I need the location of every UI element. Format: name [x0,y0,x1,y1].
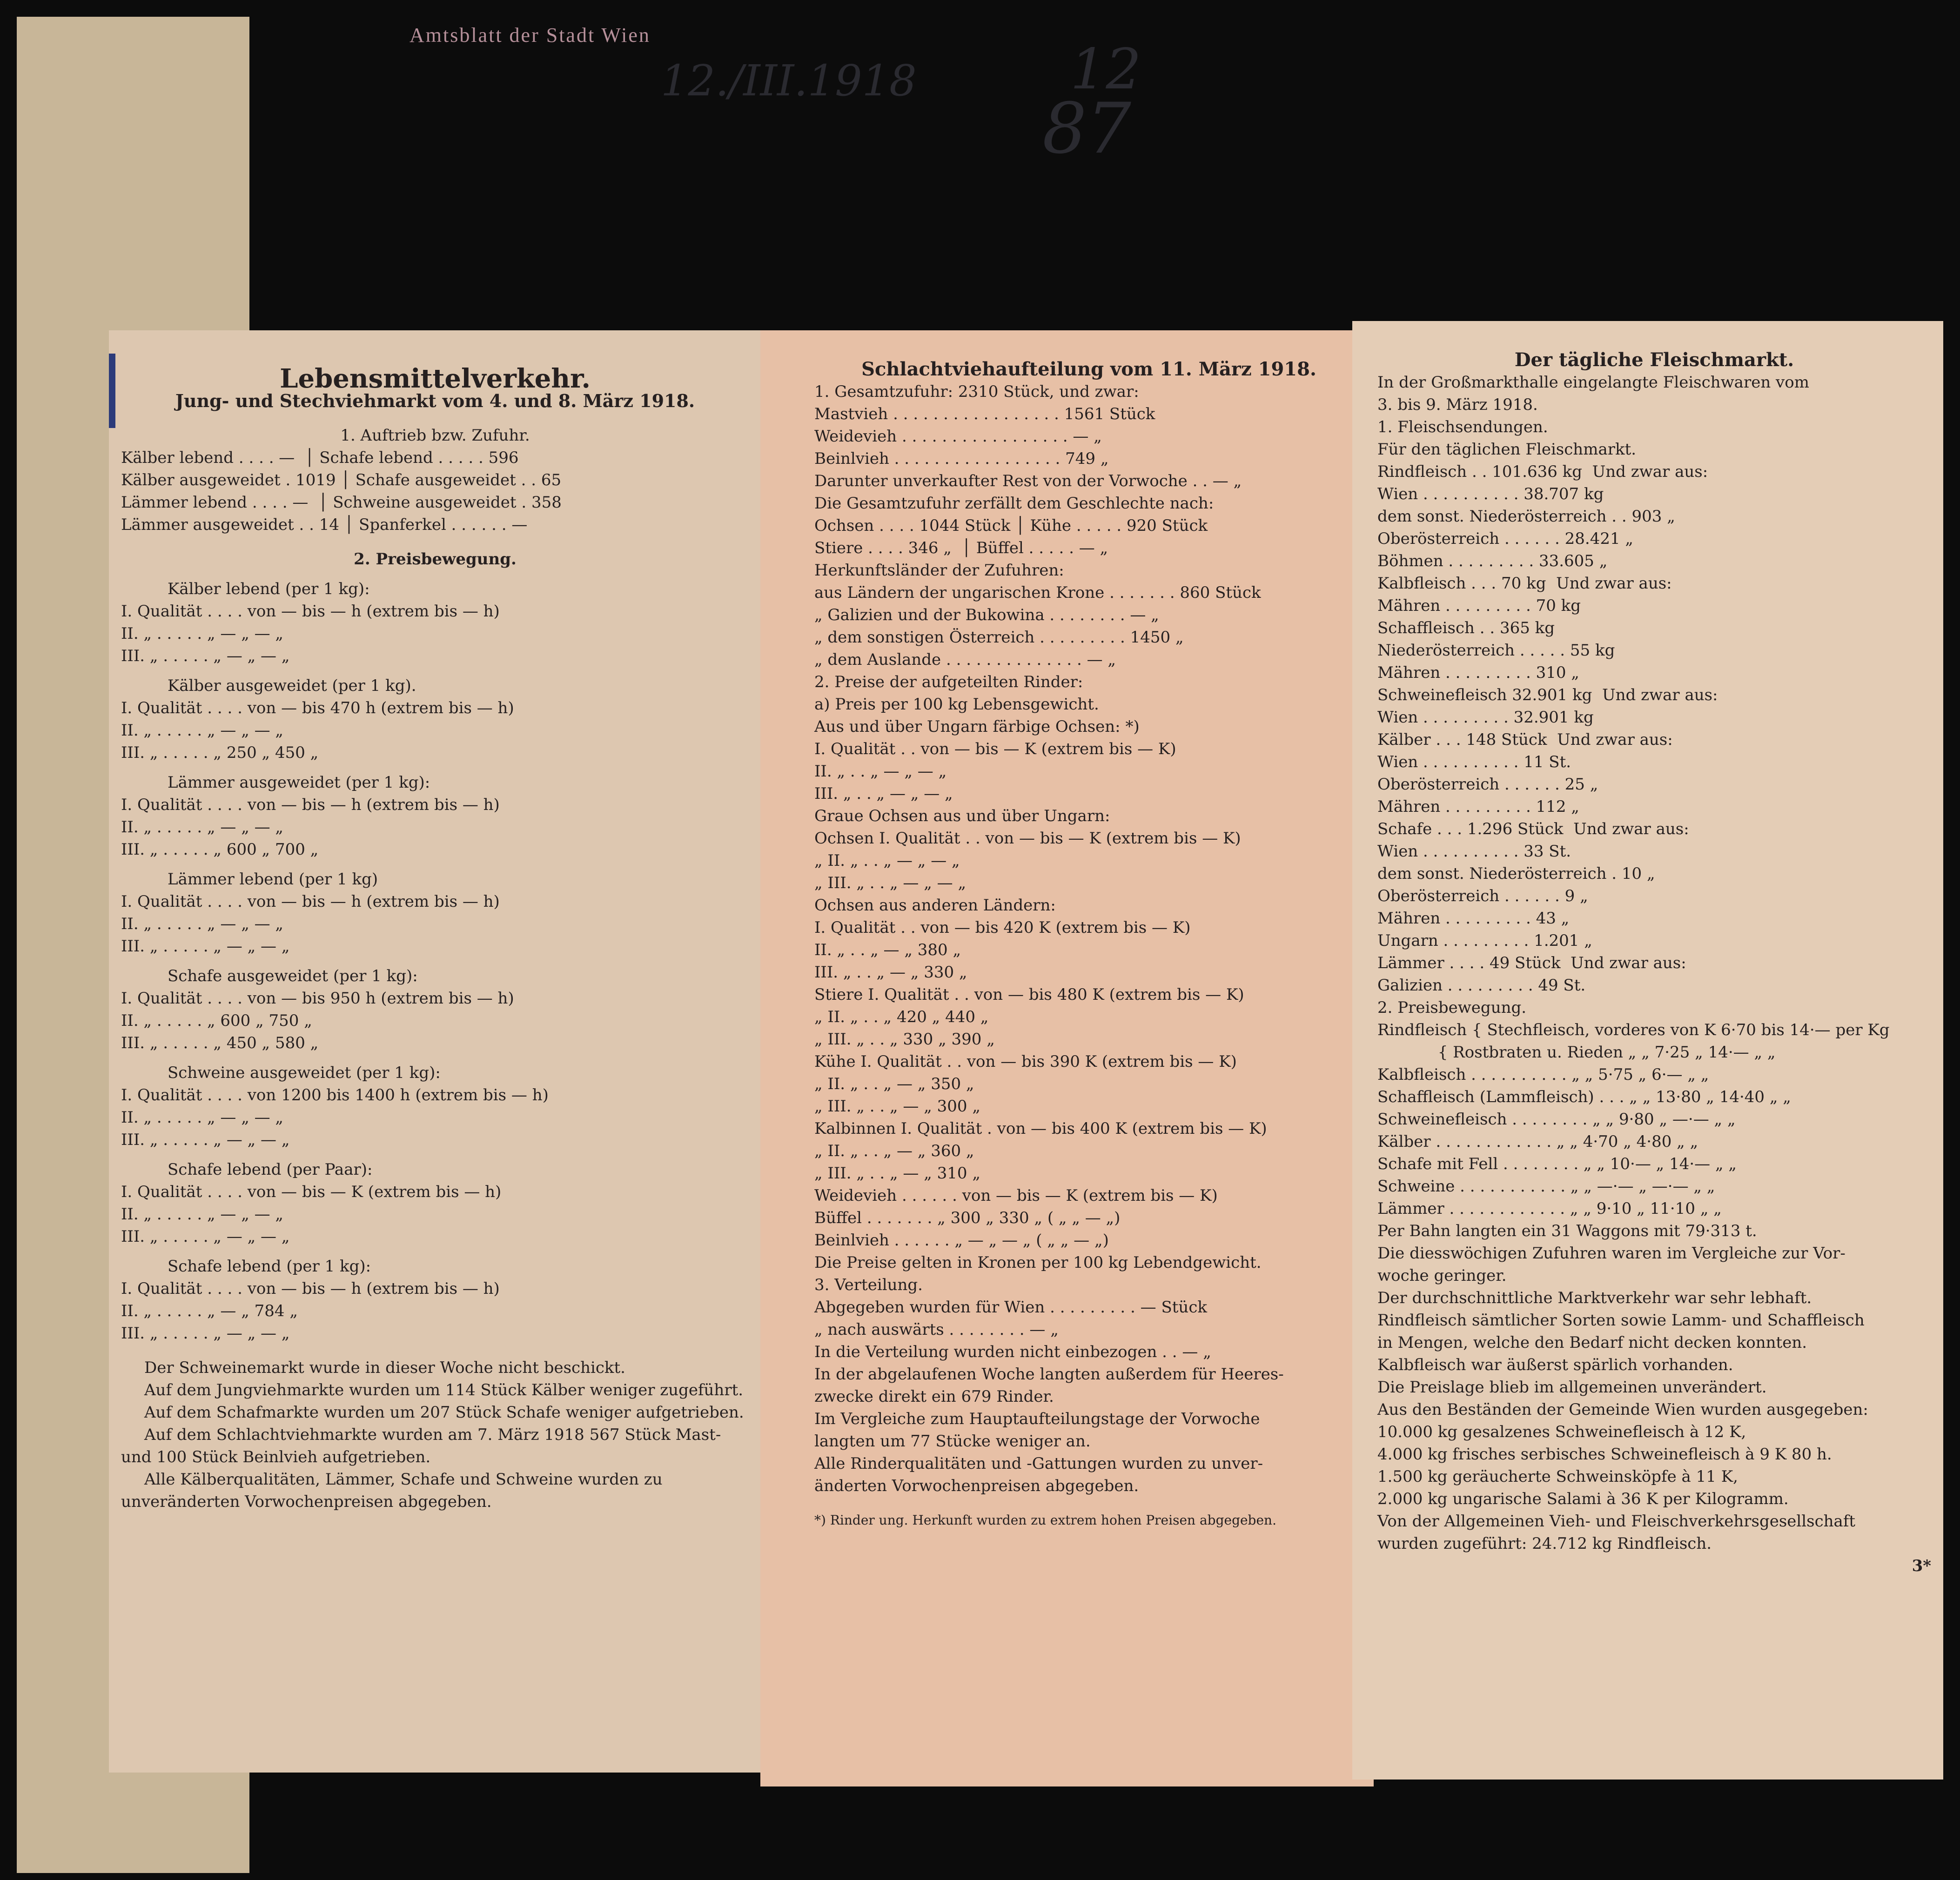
middle-title: Schlachtviehaufteilung vom 11. März 1918. [861,358,1316,380]
middle-lines [814,381,1363,1497]
right-line: 1. Fleischsendungen. [1377,418,1548,436]
middle-line: „ nach auswärts . . . . . . . . — „ [814,1320,1059,1339]
price-group-head: Kälber ausgeweidet (per 1 kg). [168,676,416,695]
section-heading: 2. Preisbewegung. [354,550,517,569]
price-row: II. „ . . . . . „ 600 „ 750 „ [121,1011,312,1030]
paragraph: Alle Kälberqualitäten, Lämmer, Schafe und Schweine wurden zu unveränderten Vorwochenpreisen abgegeben. [121,1470,663,1511]
right-line: Rindfleisch sämtlicher Sorten sowie Lamm- und Schaffleisch [1377,1311,1865,1330]
right-line: 1.500 kg geräucherte Schweinsköpfe à 11 K, [1377,1467,1738,1486]
right-line: Oberösterreich . . . . . . 28.421 „ [1377,529,1634,548]
middle-line: III. „ . . „ — „ 330 „ [814,963,967,982]
middle-line: a) Preis per 100 kg Lebensgewicht. [814,695,1099,714]
price-group [121,578,749,667]
supply-row: Lämmer ausgeweidet . . 14 │ Spanferkel . . . . . . — [121,515,528,534]
price-row: II. „ . . . . . „ — „ — „ [121,624,284,643]
price-group-head: Lämmer lebend (per 1 kg) [168,870,378,889]
middle-line: III. „ . . „ — „ — „ [814,784,953,803]
right-line: Wien . . . . . . . . . 32.901 kg [1377,708,1594,727]
right-line: dem sonst. Niederösterreich . 10 „ [1377,864,1655,883]
middle-line: „ II. „ . . „ — „ 360 „ [814,1142,974,1160]
middle-line: Ochsen I. Qualität . . von — bis — K (extrem bis — K) [814,829,1241,848]
right-line: Der durchschnittliche Marktverkehr war sehr lebhaft. [1377,1289,1812,1307]
middle-line: Beinlvieh . . . . . . „ — „ — „ ( „ „ — „) [814,1231,1109,1250]
price-row: I. Qualität . . . . von — bis — K (extrem bis — h) [121,1183,502,1201]
middle-line: Weidevieh . . . . . . von — bis — K (extrem bis — K) [814,1186,1218,1205]
right-line: Kalbfleisch . . . . . . . . . . „ „ 5·75 „ 6·— „ „ [1377,1065,1709,1084]
right-line: Die Preislage blieb im allgemeinen unverändert. [1377,1378,1767,1397]
left-subtitle: Jung- und Stechviehmarkt vom 4. und 8. März 1918. [175,390,695,411]
middle-line: 1. Gesamtzufuhr: 2310 Stück, und zwar: [814,382,1139,401]
blue-pencil-mark [109,354,115,428]
right-line: 3. bis 9. März 1918. [1377,395,1538,414]
right-line: 2.000 kg ungarische Salami à 36 K per Kilogramm. [1377,1490,1789,1508]
supply-row: Lämmer lebend . . . . — │ Schweine ausgeweidet . 358 [121,493,562,512]
right-line: Schweinefleisch . . . . . . . . „ „ 9·80 „ —·— „ „ [1377,1110,1736,1129]
right-line: Oberösterreich . . . . . . 25 „ [1377,775,1598,794]
price-row: I. Qualität . . . . von — bis — h (extrem bis — h) [121,602,500,621]
right-line: Die diesswöchigen Zufuhren waren im Vergleiche zur Vor- [1377,1244,1846,1263]
right-line: Von der Allgemeinen Vieh- und Fleischverkehrsgesellschaft [1377,1512,1856,1531]
middle-line: Weidevieh . . . . . . . . . . . . . . . . . — „ [814,427,1102,446]
middle-line: Kühe I. Qualität . . von — bis 390 K (extrem bis — K) [814,1052,1237,1071]
price-row: III. „ . . . . . „ — „ — „ [121,1227,290,1246]
right-line: 10.000 kg gesalzenes Schweinefleisch à 12 K, [1377,1423,1746,1441]
price-row: II. „ . . . . . „ — „ — „ [121,1205,284,1224]
middle-line: „ III. „ . . „ — „ 300 „ [814,1097,980,1116]
supply-row: Kälber lebend . . . . — │ Schafe lebend . . . . . 596 [121,448,519,467]
page-mark: 3* [1912,1557,1931,1575]
price-group [121,965,749,1054]
middle-line: „ III. „ . . „ — „ 310 „ [814,1164,980,1183]
price-row: I. Qualität . . . . von — bis 950 h (extrem bis — h) [121,989,514,1008]
right-line: Ungarn . . . . . . . . . 1.201 „ [1377,931,1592,950]
right-line: Wien . . . . . . . . . . 33 St. [1377,842,1571,861]
right-line: Aus den Beständen der Gemeinde Wien wurden ausgegeben: [1377,1400,1868,1419]
right-line: Schafe . . . 1.296 Stück Und zwar aus: [1377,820,1689,838]
right-line: Schaffleisch . . 365 kg [1377,619,1555,637]
paragraph: Auf dem Schlachtviehmarkte wurden am 7. März 1918 567 Stück Mast- und 100 Stück Beinlvieh aufgetrieben. [121,1425,721,1466]
middle-line: Kalbinnen I. Qualität . von — bis 400 K (extrem bis — K) [814,1119,1267,1138]
price-row: I. Qualität . . . . von — bis — h (extrem bis — h) [121,892,500,911]
left-column [121,363,749,1513]
right-line: Mähren . . . . . . . . . 70 kg [1377,596,1581,615]
middle-line: zwecke direkt ein 679 Rinder. [814,1387,1054,1406]
middle-line: 2. Preise der aufgeteilten Rinder: [814,673,1083,691]
price-row: II. „ . . . . . „ — „ — „ [121,818,284,836]
right-line: Wien . . . . . . . . . . 38.707 kg [1377,485,1604,503]
right-line: Kälber . . . . . . . . . . . . „ „ 4·70 „ 4·80 „ „ [1377,1132,1698,1151]
right-line: Lämmer . . . . 49 Stück Und zwar aus: [1377,954,1686,972]
middle-line: Darunter unverkaufter Rest von der Vorwoche . . — „ [814,472,1242,490]
middle-line: Stiere . . . . 346 „ │ Büffel . . . . . — „ [814,539,1108,557]
middle-line: „ II. „ . . „ — „ 350 „ [814,1075,974,1093]
right-title: Der tägliche Fleischmarkt. [1514,349,1794,371]
middle-line: Die Preise gelten in Kronen per 100 kg Lebendgewicht. [814,1253,1262,1272]
middle-line: „ dem Auslande . . . . . . . . . . . . . . — „ [814,650,1116,669]
price-row: III. „ . . . . . „ — „ — „ [121,1324,290,1343]
price-row: III. „ . . . . . „ — „ — „ [121,647,290,665]
right-line: Mähren . . . . . . . . . 112 „ [1377,797,1579,816]
middle-line: Beinlvieh . . . . . . . . . . . . . . . . . 749 „ [814,449,1109,468]
price-row: III. „ . . . . . „ 600 „ 700 „ [121,840,319,859]
price-group [121,868,749,957]
right-line: Galizien . . . . . . . . . 49 St. [1377,976,1586,995]
right-line: Böhmen . . . . . . . . . 33.605 „ [1377,552,1608,570]
sheet-header: Amtsblatt der Stadt Wien [409,24,651,47]
middle-line: II. „ . . „ — „ 380 „ [814,941,961,959]
price-group-head: Schafe lebend (per 1 kg): [168,1257,371,1276]
middle-line: I. Qualität . . von — bis 420 K (extrem bis — K) [814,918,1191,937]
price-group-head: Schafe lebend (per Paar): [168,1160,373,1179]
right-lines [1377,371,1931,1555]
right-line: 4.000 kg frisches serbisches Schweinefleisch à 9 K 80 h. [1377,1445,1832,1464]
middle-line: Büffel . . . . . . . „ 300 „ 330 „ ( „ „ — „) [814,1209,1121,1227]
middle-line: „ Galizien und der Bukowina . . . . . . . . — „ [814,606,1159,624]
right-line: Schafe mit Fell . . . . . . . . „ „ 10·— „ 14·— „ „ [1377,1155,1737,1173]
right-line: 2. Preisbewegung. [1377,998,1527,1017]
right-line: Kälber . . . 148 Stück Und zwar aus: [1377,730,1673,749]
middle-line: „ III. „ . . „ 330 „ 390 „ [814,1030,995,1049]
price-row: I. Qualität . . . . von 1200 bis 1400 h (extrem bis — h) [121,1086,549,1104]
middle-line: Die Gesamtzufuhr zerfällt dem Geschlechte nach: [814,494,1214,513]
middle-line: aus Ländern der ungarischen Krone . . . . . . . 860 Stück [814,583,1261,602]
price-row: II. „ . . . . . „ — „ 784 „ [121,1302,298,1320]
price-row: II. „ . . . . . „ — „ — „ [121,915,284,933]
middle-column [814,358,1363,1532]
price-row: III. „ . . . . . „ — „ — „ [121,1131,290,1149]
middle-line: Herkunftsländer der Zufuhren: [814,561,1064,580]
price-row: I. Qualität . . . . von — bis — h (extrem bis — h) [121,796,500,814]
right-line: Für den täglichen Fleischmarkt. [1377,440,1637,459]
middle-line: In die Verteilung wurden nicht einbezogen . . — „ [814,1343,1211,1361]
right-line: Kalbfleisch . . . 70 kg Und zwar aus: [1377,574,1672,593]
price-group-head: Schweine ausgeweidet (per 1 kg): [168,1064,441,1082]
right-column [1377,349,1931,1577]
right-line: Schaffleisch (Lammfleisch) . . . „ „ 13·80 „ 14·40 „ „ [1377,1088,1791,1106]
right-line: Per Bahn langten ein 31 Waggons mit 79·313 t. [1377,1222,1757,1240]
price-group-head: Lämmer ausgeweidet (per 1 kg): [168,773,430,792]
right-line: Oberösterreich . . . . . . 9 „ [1377,887,1588,905]
price-group [121,771,749,861]
paragraph: Der Schweinemarkt wurde in dieser Woche nicht beschickt. [144,1358,625,1377]
price-group [121,1158,749,1248]
right-line: woche geringer. [1377,1266,1507,1285]
middle-line: Stiere I. Qualität . . von — bis 480 K (extrem bis — K) [814,985,1244,1004]
right-line: Mähren . . . . . . . . . 310 „ [1377,663,1579,682]
right-line: Mähren . . . . . . . . . 43 „ [1377,909,1570,928]
handwritten-date: 12./III.1918 [661,56,917,106]
right-line: Schweine . . . . . . . . . . . „ „ —·— „ —·— „ „ [1377,1177,1715,1196]
right-line: Wien . . . . . . . . . . 11 St. [1377,753,1571,771]
right-line: Rindfleisch { Stechfleisch, vorderes von K 6·70 bis 14·— per Kg [1377,1021,1890,1039]
middle-line: Abgegeben wurden für Wien . . . . . . . . . — Stück [814,1298,1207,1317]
price-group [121,1255,749,1345]
middle-line: 3. Verteilung. [814,1276,923,1294]
handwritten-number-bottom: 87 [1042,88,1131,169]
right-line: Kalbfleisch war äußerst spärlich vorhanden. [1377,1356,1733,1374]
price-group [121,675,749,764]
middle-line: I. Qualität . . von — bis — K (extrem bis — K) [814,740,1176,758]
price-group-head: Schafe ausgeweidet (per 1 kg): [168,967,418,985]
paragraph: Auf dem Schafmarkte wurden um 207 Stück Schafe weniger aufgetrieben. [144,1403,744,1422]
middle-line: Graue Ochsen aus und über Ungarn: [814,807,1110,825]
middle-line: Mastvieh . . . . . . . . . . . . . . . . . 1561 Stück [814,405,1155,423]
price-row: I. Qualität . . . . von — bis 470 h (extrem bis — h) [121,699,514,717]
middle-line: Aus und über Ungarn färbige Ochsen: *) [814,717,1140,736]
price-row: I. Qualität . . . . von — bis — h (extrem bis — h) [121,1279,500,1298]
price-row: II. „ . . . . . „ — „ — „ [121,1108,284,1127]
middle-line: II. „ . . „ — „ — „ [814,762,947,781]
right-line: { Rostbraten u. Rieden „ „ 7·25 „ 14·— „ „ [1377,1043,1776,1062]
right-line: Niederösterreich . . . . . 55 kg [1377,641,1615,660]
middle-line: „ II. „ . . „ 420 „ 440 „ [814,1008,989,1026]
footnote: *) Rinder ung. Herkunft wurden zu extrem hohen Preisen abgegeben. [814,1512,1276,1528]
section-heading: 1. Auftrieb bzw. Zufuhr. [340,426,530,445]
price-row: III. „ . . . . . „ 450 „ 580 „ [121,1034,319,1052]
handwritten-number-top: 12 [1070,37,1141,102]
left-text [121,1357,749,1513]
middle-line: „ II. „ . . „ — „ — „ [814,851,960,870]
right-line: in Mengen, welche den Bedarf nicht decken konnten. [1377,1333,1807,1352]
right-line: Rindfleisch . . 101.636 kg Und zwar aus: [1377,462,1708,481]
price-row: III. „ . . . . . „ 250 „ 450 „ [121,743,319,762]
supply-row: Kälber ausgeweidet . 1019 │ Schafe ausgeweidet . . 65 [121,471,562,489]
middle-line: änderten Vorwochenpreisen abgegeben. [814,1477,1139,1495]
middle-line: Alle Rinderqualitäten und -Gattungen wurden zu unver- [814,1454,1263,1473]
middle-line: „ III. „ . . „ — „ — „ [814,874,967,892]
middle-line: Im Vergleiche zum Hauptaufteilungstage der Vorwoche [814,1410,1260,1428]
right-line: dem sonst. Niederösterreich . . 903 „ [1377,507,1675,526]
right-line: Schweinefleisch 32.901 kg Und zwar aus: [1377,686,1718,704]
middle-line: „ dem sonstigen Österreich . . . . . . . . . 1450 „ [814,628,1184,647]
price-groups [121,578,749,1345]
right-line: Lämmer . . . . . . . . . . . . „ „ 9·10 „ 11·10 „ „ [1377,1199,1722,1218]
left-title: Lebensmittelverkehr. [280,363,591,394]
right-line: wurden zugeführt: 24.712 kg Rindfleisch. [1377,1534,1712,1553]
middle-line: Ochsen . . . . 1044 Stück │ Kühe . . . . . 920 Stück [814,516,1208,535]
middle-line: langten um 77 Stücke weniger an. [814,1432,1091,1451]
middle-line: Ochsen aus anderen Ländern: [814,896,1056,915]
paragraph: Auf dem Jungviehmarkte wurden um 114 Stück Kälber weniger zugeführt. [144,1381,744,1399]
price-row: III. „ . . . . . „ — „ — „ [121,937,290,956]
price-group-head: Kälber lebend (per 1 kg): [168,580,370,598]
supply-table [121,447,749,536]
right-line: In der Großmarkthalle eingelangte Fleischwaren vom [1377,373,1809,392]
price-row: II. „ . . . . . „ — „ — „ [121,721,284,740]
price-group [121,1062,749,1151]
middle-line: In der abgelaufenen Woche langten außerdem für Heeres- [814,1365,1284,1384]
